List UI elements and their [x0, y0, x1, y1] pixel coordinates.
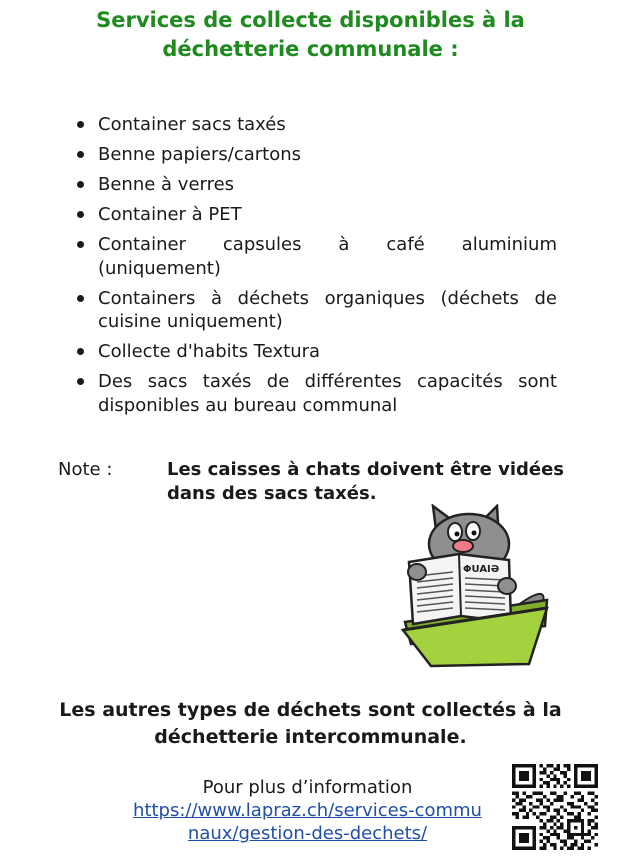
- info-block: [130, 776, 485, 845]
- list-item: [75, 143, 557, 167]
- services-list: [75, 113, 557, 424]
- info-link[interactable]: https://www.lapraz.ch/services-communaux/gestion-des-dechets/: [133, 800, 482, 844]
- service-label: Des sacs taxés de différentes capacités sont disponibles au bureau communal: [98, 371, 557, 416]
- bullet-icon: [77, 181, 84, 188]
- bullet-icon: [77, 378, 84, 385]
- service-label: Container capsules à café aluminium (uniquement): [98, 234, 557, 279]
- bullet-icon: [77, 211, 84, 218]
- service-label: Collecte d'habits Textura: [98, 341, 321, 362]
- list-item: [75, 113, 557, 137]
- service-label: Containers à déchets organiques (déchets de cuisine uniquement): [98, 287, 557, 332]
- newspaper-title: ΦUAIƏ: [463, 564, 500, 575]
- bullet-icon: [77, 151, 84, 158]
- note-text: Les caisses à chats doivent être vidées dans des sacs taxés.: [167, 459, 565, 504]
- bullet-icon: [77, 241, 84, 248]
- bullet-icon: [77, 121, 84, 128]
- list-item: [75, 173, 557, 197]
- list-item: [75, 340, 557, 364]
- list-item: [75, 233, 557, 280]
- list-item: [75, 203, 557, 227]
- info-label: Pour plus d’information: [202, 777, 413, 798]
- bottom-notice: Les autres types de déchets sont collectés à la déchetterie intercommunale.: [59, 699, 562, 748]
- page-title: Services de collecte disponibles à la déchetterie communale :: [96, 8, 525, 61]
- list-item: [75, 287, 557, 334]
- service-label: Container à PET: [98, 204, 242, 225]
- note-label: Note :: [58, 459, 113, 480]
- bullet-icon: [77, 348, 84, 355]
- service-label: Benne papiers/cartons: [98, 144, 302, 165]
- service-label: Benne à verres: [98, 174, 235, 195]
- bullet-icon: [77, 295, 84, 302]
- service-label: Container sacs taxés: [98, 114, 286, 135]
- cat-litter-box-icon: [397, 504, 557, 670]
- list-item: [75, 370, 557, 417]
- qr-code-icon: [512, 764, 598, 850]
